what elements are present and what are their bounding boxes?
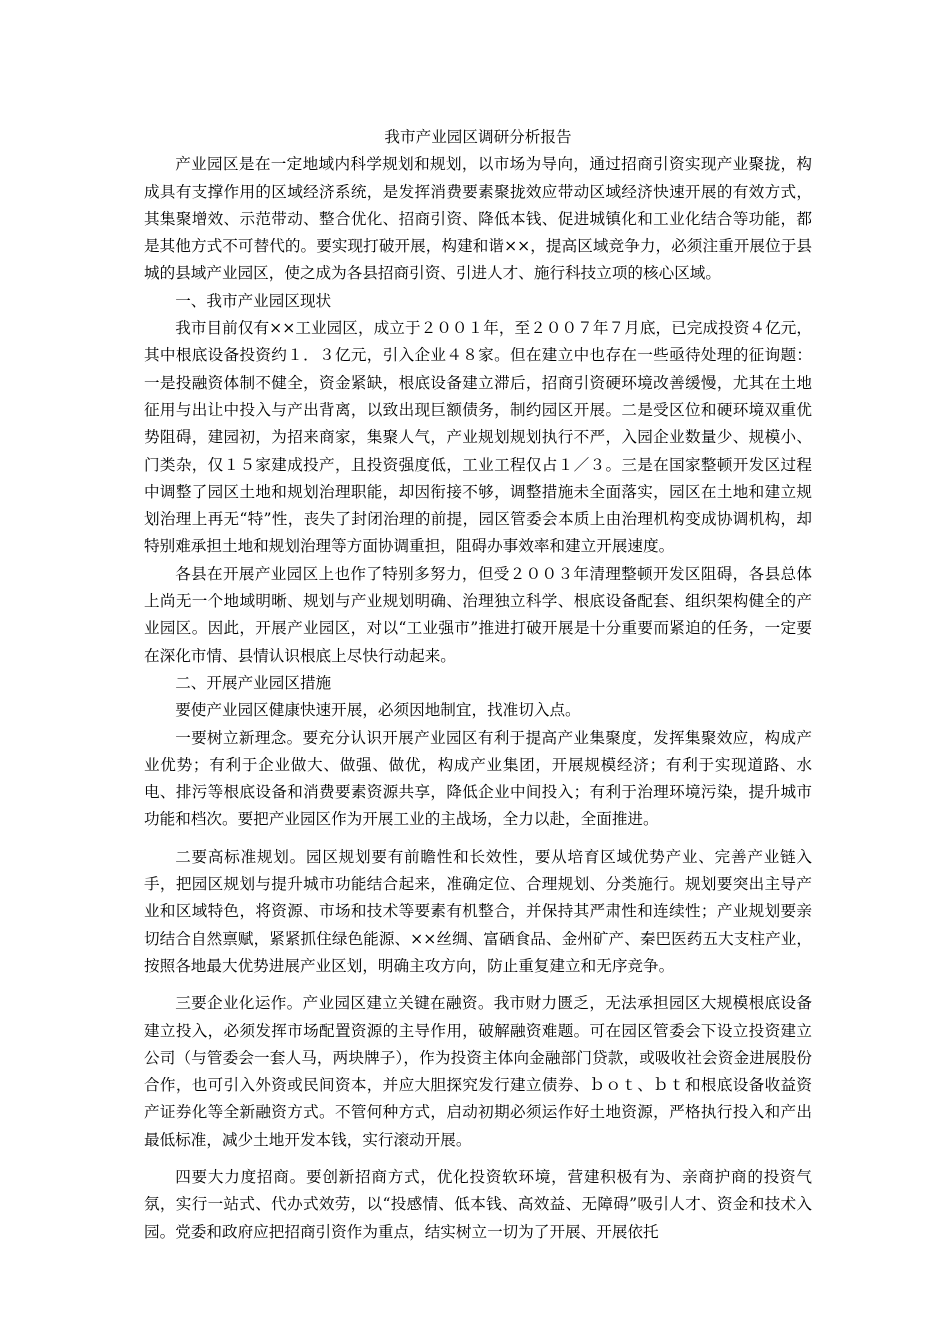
section-2-lead-paragraph: 要使产业园区健康快速开展，必须因地制宜，找准切入点。 [175, 701, 581, 720]
measure-2-paragraph: 二要高标准规划。园区规划要有前瞻性和长效性，要从培育区域优势产业、完善产业链入手，把园区规划与提升城市功能结合起来，准确定位、合理规划、分类施行。规划要突出主导产业和区域特色，将资源、市场和技术等要素有机整合，并保持其严肃性和连续性；产业规划要亲切结合自然禀赋，紧紧抓住绿色能源、××丝绸、富硒食品、金州矿产、秦巴医药五大支柱产业，按照各地最大优势进展产业区划，明确主攻方向，防止重复建立和无序竞争。 [144, 847, 812, 975]
section-1-paragraph-1: 我市目前仅有××工业园区，成立于２００１年，至２００７年７月底，已完成投资４亿元，其中根底设备投资约１．３亿元，引入企业４８家。但在建立中也存在一些亟待处理的征询题：一是投融资体制不健全，资金紧缺，根底设备建立滞后，招商引资硬环境改善缓慢，尤其在土地征用与出让中投入与产出背离，以致出现巨额债务，制约园区开展。二是受区位和硬环境双重优势阻碍，建园初，为招来商家，集聚人气，产业规划规划执行不严，入园企业数量少、规模小、门类杂，仅１５家建成投产，且投资强度低，工业工程仅占１／３。三是在国家整顿开发区过程中调整了园区土地和规划治理职能，却因衔接不够，调整措施未全面落实，园区在土地和建立规划治理上再无“特”性，丧失了封闭治理的前提，园区管委会本质上由治理机构变成协调机构，却特别难承担土地和规划治理等方面协调重担，阻碍办事效率和建立开展速度。 [144, 319, 812, 556]
document-body [144, 124, 812, 1246]
measure-3-paragraph: 三要企业化运作。产业园区建立关键在融资。我市财力匮乏，无法承担园区大规模根底设备建立投入，必须发挥市场配置资源的主导作用，破解融资难题。可在园区管委会下设立投资建立公司（与管委会一套人马，两块牌子），作为投资主体向金融部门贷款，或吸收社会资金进展股份合作，也可引入外资或民间资本，并应大胆探究发行建立债券、ｂｏｔ、ｂｔ和根底设备收益资产证券化等全新融资方式。不管何种方式，启动初期必须运作好土地资源，严格执行投入和产出最低标准，减少土地开发本钱，实行滚动开展。 [144, 994, 812, 1149]
measure-4-paragraph: 四要大力度招商。要创新招商方式，优化投资软环境，营建积极有为、亲商护商的投资气氛，实行一站式、代办式效劳，以“投感情、低本钱、高效益、无障碍”吸引人才、资金和技术入园。党委和政府应把招商引资作为重点，结实树立一切为了开展、开展依托 [144, 1167, 812, 1241]
section-2-heading: 二、开展产业园区措施 [175, 673, 332, 692]
intro-paragraph: 产业园区是在一定地域内科学规划和规划，以市场为导向，通过招商引资实现产业聚拢，构成具有支撑作用的区域经济系统，是发挥消费要素聚拢效应带动区域经济快速开展的有效方式，其集聚增效、示范带动、整合优化、招商引资、降低本钱、促进城镇化和工业化结合等功能，都是其他方式不可替代的。要实现打破开展，构建和谐××，提高区域竞争力，必须注重开展位于县城的县域产业园区，使之成为各县招商引资、引进人才、施行科技立项的核心区域。 [144, 155, 812, 283]
document-title: 我市产业园区调研分析报告 [384, 128, 572, 146]
section-1-paragraph-2: 各县在开展产业园区上也作了特别多努力，但受２００３年清理整顿开发区阻碍，各县总体上尚无一个地域明晰、规划与产业规划明确、治理独立科学、根底设备配套、组织架构健全的产业园区。因此，开展产业园区，对以“工业强市”推进打破开展是十分重要而紧迫的任务，一定要在深化市情、县情认识根底上尽快行动起来。 [144, 564, 812, 665]
section-1-heading: 一、我市产业园区现状 [175, 291, 332, 310]
measure-1-paragraph: 一要树立新理念。要充分认识开展产业园区有利于提高产业集聚度，发挥集聚效应，构成产业优势；有利于企业做大、做强、做优，构成产业集团，开展规模经济；有利于实现道路、水电、排污等根底设备和消费要素资源共享，降低企业中间投入；有利于治理环境污染，提升城市功能和档次。要把产业园区作为开展工业的主战场，全力以赴，全面推进。 [144, 728, 812, 829]
